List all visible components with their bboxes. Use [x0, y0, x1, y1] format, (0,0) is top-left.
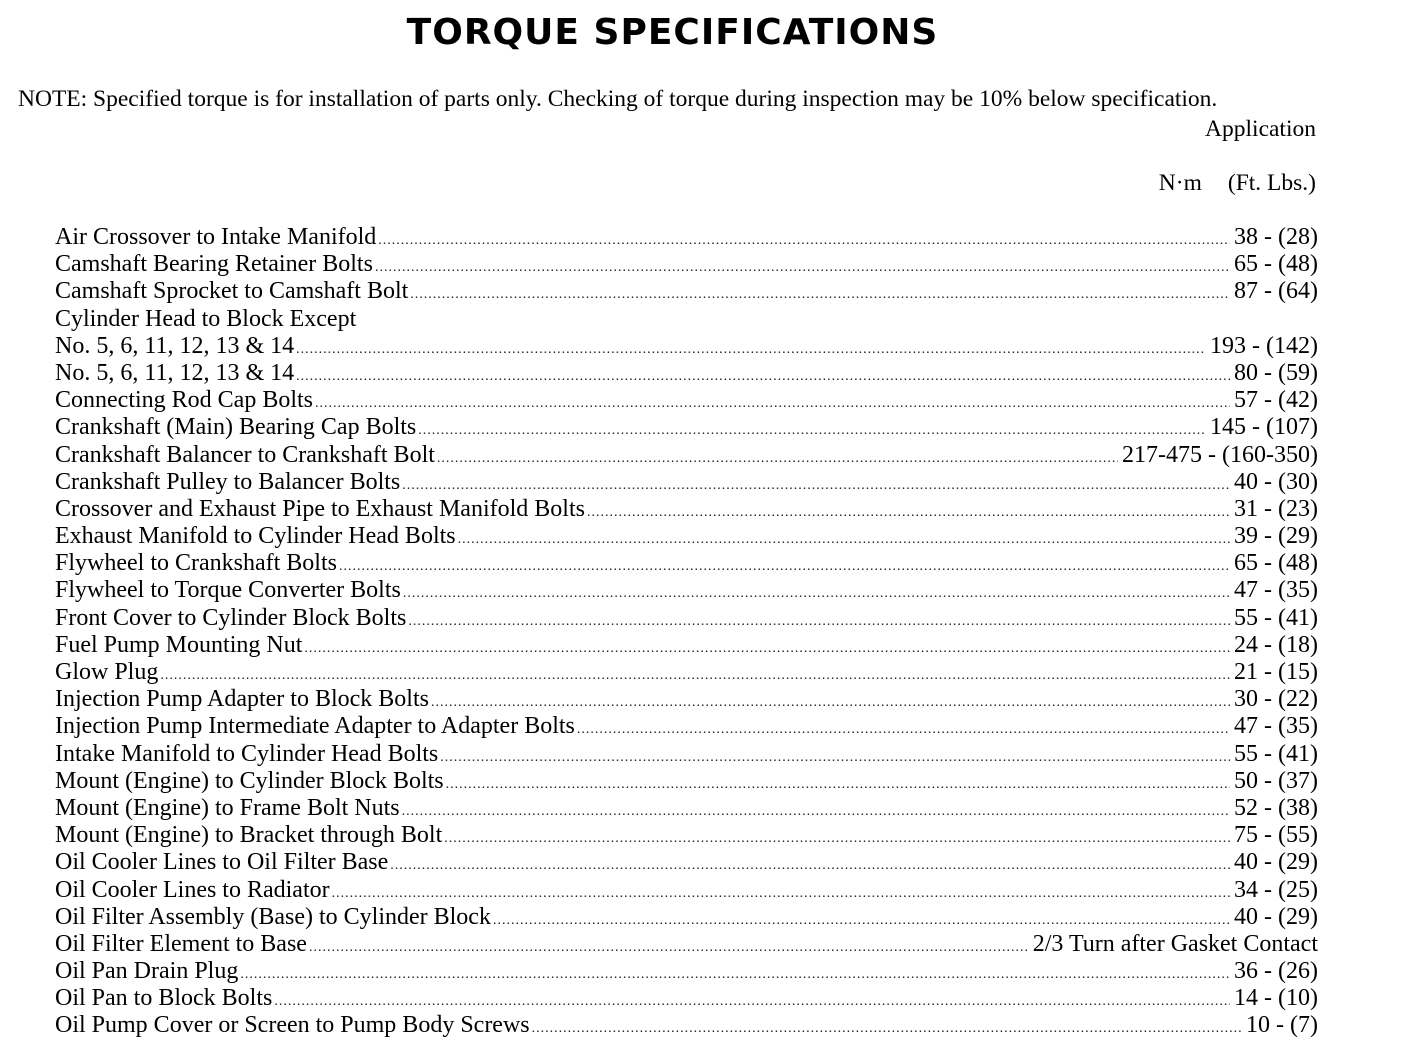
spec-row: [55, 523, 1318, 550]
spec-part-name: No. 5, 6, 11, 12, 13 & 14: [55, 359, 295, 386]
spec-row: [55, 659, 1318, 686]
spec-part-name: Mount (Engine) to Frame Bolt Nuts: [55, 794, 400, 821]
spec-torque-value: 40 - (29): [1234, 903, 1318, 930]
dot-leader: [304, 635, 1230, 662]
spec-row: [55, 224, 1318, 251]
spec-part-name: Flywheel to Torque Converter Bolts: [55, 577, 401, 604]
dot-leader: [378, 227, 1230, 254]
dot-leader: [440, 744, 1230, 771]
dot-leader: [240, 961, 1230, 988]
spec-row: [55, 632, 1318, 659]
spec-part-name: Air Crossover to Intake Manifold: [55, 224, 377, 250]
spec-row: [55, 822, 1318, 849]
dot-leader: [532, 1015, 1242, 1042]
spec-part-name: Flywheel to Crankshaft Bolts: [55, 550, 337, 577]
spec-row: [55, 904, 1318, 931]
spec-torque-value: 217-475 - (160-350): [1122, 441, 1318, 468]
spec-row: [55, 985, 1318, 1012]
spec-torque-value: 52 - (38): [1234, 794, 1318, 821]
spec-torque-value: 47 - (35): [1234, 577, 1318, 604]
spec-part-name: Front Cover to Cylinder Block Bolts: [55, 604, 407, 631]
unit-ftlbs-label: (Ft. Lbs.): [1227, 170, 1316, 196]
dot-leader: [458, 526, 1230, 553]
spec-part-name: Exhaust Manifold to Cylinder Head Bolts: [55, 523, 456, 550]
dot-leader: [577, 716, 1230, 743]
spec-row: [55, 360, 1318, 387]
dot-leader: [410, 281, 1230, 308]
spec-part-name: Intake Manifold to Cylinder Head Bolts: [55, 740, 439, 767]
spec-part-name: Camshaft Bearing Retainer Bolts: [55, 251, 373, 278]
spec-part-name: Cylinder Head to Block Except: [55, 305, 357, 332]
spec-row: [55, 741, 1318, 768]
spec-torque-value: 65 - (48): [1234, 550, 1318, 577]
spec-row: [55, 686, 1318, 713]
spec-torque-value: 50 - (37): [1234, 767, 1318, 794]
spec-row: [55, 278, 1318, 305]
dot-leader: [274, 988, 1230, 1015]
spec-row: [55, 958, 1318, 985]
spec-part-name: Oil Filter Element to Base: [55, 930, 307, 957]
spec-part-name: Oil Filter Assembly (Base) to Cylinder Block: [55, 903, 491, 930]
spec-row: [55, 496, 1318, 523]
spec-row: [55, 414, 1318, 441]
spec-part-name: Mount (Engine) to Cylinder Block Bolts: [55, 767, 444, 794]
spec-part-name: Mount (Engine) to Bracket through Bolt: [55, 822, 443, 849]
spec-part-name: Crankshaft (Main) Bearing Cap Bolts: [55, 414, 417, 441]
column-header-application: Application: [1205, 116, 1316, 142]
dot-leader: [446, 771, 1230, 798]
spec-part-name: Glow Plug: [55, 659, 159, 685]
spec-row: [55, 306, 1318, 333]
column-header-units: [1159, 170, 1316, 197]
spec-part-name: No. 5, 6, 11, 12, 13 & 14: [55, 332, 295, 359]
dot-leader: [315, 390, 1230, 417]
spec-row: [55, 333, 1318, 360]
spec-part-name: Camshaft Sprocket to Camshaft Bolt: [55, 278, 409, 305]
spec-row: [55, 469, 1318, 496]
spec-row: [55, 251, 1318, 278]
spec-torque-value: 145 - (107): [1210, 414, 1318, 441]
dot-leader: [402, 798, 1230, 825]
dot-leader: [296, 336, 1206, 363]
spec-part-name: Fuel Pump Mounting Nut: [55, 631, 303, 658]
spec-part-name: Oil Cooler Lines to Radiator: [55, 876, 330, 903]
dot-leader: [390, 852, 1230, 879]
spec-torque-value: 40 - (29): [1234, 849, 1318, 876]
spec-torque-value: 31 - (23): [1234, 495, 1318, 522]
spec-part-name: Crankshaft Balancer to Crankshaft Bolt: [55, 441, 435, 468]
spec-torque-value: 65 - (48): [1234, 251, 1318, 278]
spec-part-name: Oil Cooler Lines to Oil Filter Base: [55, 849, 389, 876]
dot-leader: [339, 553, 1230, 580]
spec-torque-value: 14 - (10): [1234, 985, 1318, 1012]
spec-torque-value: 38 - (28): [1234, 224, 1318, 250]
spec-torque-value: 47 - (35): [1234, 713, 1318, 740]
spec-part-name: Crankshaft Pulley to Balancer Bolts: [55, 468, 401, 495]
spec-torque-value: 10 - (7): [1246, 1012, 1318, 1039]
spec-torque-value: 24 - (18): [1234, 631, 1318, 658]
spec-part-name: Injection Pump Intermediate Adapter to Adapter Bolts: [55, 713, 575, 740]
spec-row: [55, 713, 1318, 740]
spec-row: [55, 577, 1318, 604]
unit-nm-label: N·m: [1158, 170, 1202, 196]
spec-row: [55, 442, 1318, 469]
dot-leader: [402, 472, 1230, 499]
spec-row: [55, 1012, 1318, 1039]
spec-torque-value: 193 - (142): [1210, 332, 1318, 359]
dot-leader: [375, 254, 1230, 281]
dot-leader: [160, 662, 1230, 689]
dot-leader: [296, 363, 1230, 390]
spec-row: [55, 768, 1318, 795]
spec-part-name: Injection Pump Adapter to Block Bolts: [55, 686, 429, 713]
spec-torque-value: 36 - (26): [1234, 958, 1318, 985]
spec-torque-value: 21 - (15): [1234, 659, 1318, 685]
dot-leader: [403, 580, 1230, 607]
spec-torque-value: 75 - (55): [1234, 822, 1318, 849]
torque-spec-list: [55, 224, 1318, 1040]
spec-part-name: Oil Pan Drain Plug: [55, 958, 239, 985]
dot-leader: [444, 825, 1230, 852]
spec-part-name: Connecting Rod Cap Bolts: [55, 387, 313, 414]
spec-row: [55, 795, 1318, 822]
dot-leader: [437, 445, 1118, 472]
dot-leader: [493, 907, 1230, 934]
spec-part-name: Crossover and Exhaust Pipe to Exhaust Manifold Bolts: [55, 495, 585, 522]
spec-torque-value: 34 - (25): [1234, 876, 1318, 903]
spec-torque-value: 80 - (59): [1234, 359, 1318, 386]
spec-part-name: Oil Pan to Block Bolts: [55, 985, 273, 1012]
spec-torque-value: 57 - (42): [1234, 387, 1318, 414]
spec-part-name: Oil Pump Cover or Screen to Pump Body Screws: [55, 1012, 530, 1039]
spec-torque-value: 2/3 Turn after Gasket Contact: [1032, 930, 1318, 957]
spec-torque-value: 55 - (41): [1234, 604, 1318, 631]
page-title: TORQUE SPECIFICATIONS: [406, 12, 939, 53]
spec-row: [55, 849, 1318, 876]
dot-leader: [332, 880, 1230, 907]
spec-torque-value: 55 - (41): [1234, 740, 1318, 767]
note-text: NOTE: Specified torque is for installation of parts only. Checking of torque during inspection may be 10% below specification.: [18, 86, 1218, 112]
spec-torque-value: 40 - (30): [1234, 468, 1318, 495]
dot-leader: [431, 689, 1230, 716]
spec-row: [55, 877, 1318, 904]
dot-leader: [587, 499, 1230, 526]
spec-torque-value: 30 - (22): [1234, 686, 1318, 713]
dot-leader: [309, 934, 1029, 961]
spec-torque-value: 87 - (64): [1234, 278, 1318, 305]
spec-row: [55, 387, 1318, 414]
spec-row: [55, 605, 1318, 632]
dot-leader: [408, 608, 1230, 635]
dot-leader: [418, 417, 1206, 444]
spec-torque-value: 39 - (29): [1234, 523, 1318, 550]
spec-row: [55, 550, 1318, 577]
spec-row: [55, 931, 1318, 958]
